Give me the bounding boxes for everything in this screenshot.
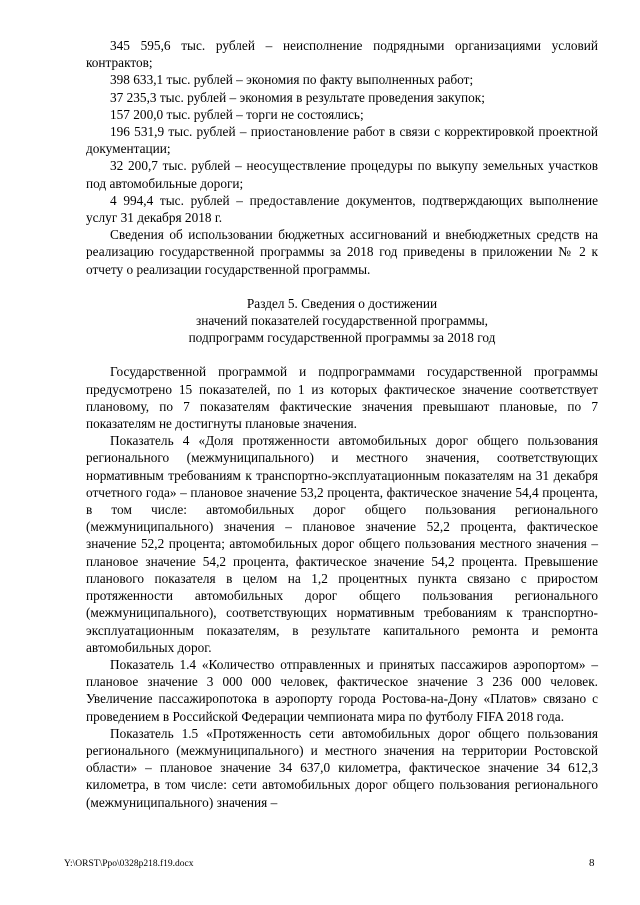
page-number: 8 — [589, 857, 595, 869]
budget-item: 4 994,4 тыс. рублей – предоставление документов, подтверждающих выполнение услуг 31 декабря 2018 г. — [86, 192, 598, 226]
budget-item: 398 633,1 тыс. рублей – экономия по факту выполненных работ; — [110, 72, 474, 88]
section-heading-line-1: Раздел 5. Сведения о достижении — [246, 295, 438, 311]
budget-item: 345 595,6 тыс. рублей – неисполнение подрядными организациями условий контрактов; — [86, 38, 598, 71]
budget-item: 196 531,9 тыс. рублей – приостановление работ в связи с корректировкой проектной документации; — [86, 124, 598, 157]
budget-item: 32 200,7 тыс. рублей – неосуществление процедуры по выкупу земельных участков под автомобильные дороги; — [86, 158, 598, 191]
section-heading-line-3: подпрограмм государственной программы за 2018 год — [188, 330, 496, 346]
appendix-note: Сведения об использовании бюджетных ассигнований и внебюджетных средств на реализацию государственной программы за 2018 год приведены в приложении № 2 к отчету о реализации государственной программы. — [86, 227, 598, 277]
footer-file-path: Y:\ORST\Ppo\0328p218.f19.docx — [64, 859, 194, 869]
spacer — [86, 346, 598, 363]
spacer — [86, 278, 598, 295]
paragraph-indicator-4: Показатель 4 «Доля протяженности автомобильных дорог общего пользования регионального (межмуниципального) и местного значения, соответствующих нормативным требованиям к транспортно-эксплуатационным показателям на 31 декабря отчетного года» – плановое значение 53,2 процента, фактическое значение 54,4 процента, в том числе: автомобильных дорог общего пользования регионального (межмуниципального) значения – плановое значение 52,2 процента, фактическое значение 52,2 процента; автомобильных дорог общего пользования местного значения – плановое значение 54,2 процента, фактическое значение 54,2 процента. Превышение планового показателя в целом на 1,2 процентных пункта связано с приростом протяженности автомобильных дорог общего пользования регионального (межмуниципального), соответствующих нормативным требованиям к транспортно-эксплуатационным показателям, в результате капитального ремонта и ремонта автомобильных дорог. — [86, 433, 598, 655]
section-heading-line-2: значений показателей государственной программы, — [195, 313, 489, 329]
page-content — [86, 37, 598, 811]
paragraph-indicator-1-5: Показатель 1.5 «Протяженность сети автомобильных дорог общего пользования регионального (межмуниципального) и местного значения на территории Ростовской области» – плановое значение 34 637,0 километра, фактическое значение 34 612,3 километра, в том числе: сети автомобильных дорог общего пользования регионального (межмуниципального) значения – — [86, 725, 598, 810]
budget-item: 157 200,0 тыс. рублей – торги не состоялись; — [110, 106, 364, 122]
budget-item: 37 235,3 тыс. рублей – экономия в результате проведения закупок; — [110, 89, 485, 105]
paragraph-indicators-summary: Государственной программой и подпрограммами государственной программы предусмотрено 15 показателей, по 1 из которых фактическое значение соответствует плановому, по 7 показателям фактические значения превышают плановые, по 7 показателям не достигнуты плановые значения. — [86, 364, 598, 432]
paragraph-indicator-1-4: Показатель 1.4 «Количество отправленных и принятых пассажиров аэропортом» – плановое значение 3 000 000 человек, фактическое значение 3 236 000 человек. Увеличение пассажиропотока в аэропорту города Ростова-на-Дону «Платов» связано с проведением в Российской Федерации чемпионата мира по футболу FIFA 2018 года. — [86, 656, 598, 724]
